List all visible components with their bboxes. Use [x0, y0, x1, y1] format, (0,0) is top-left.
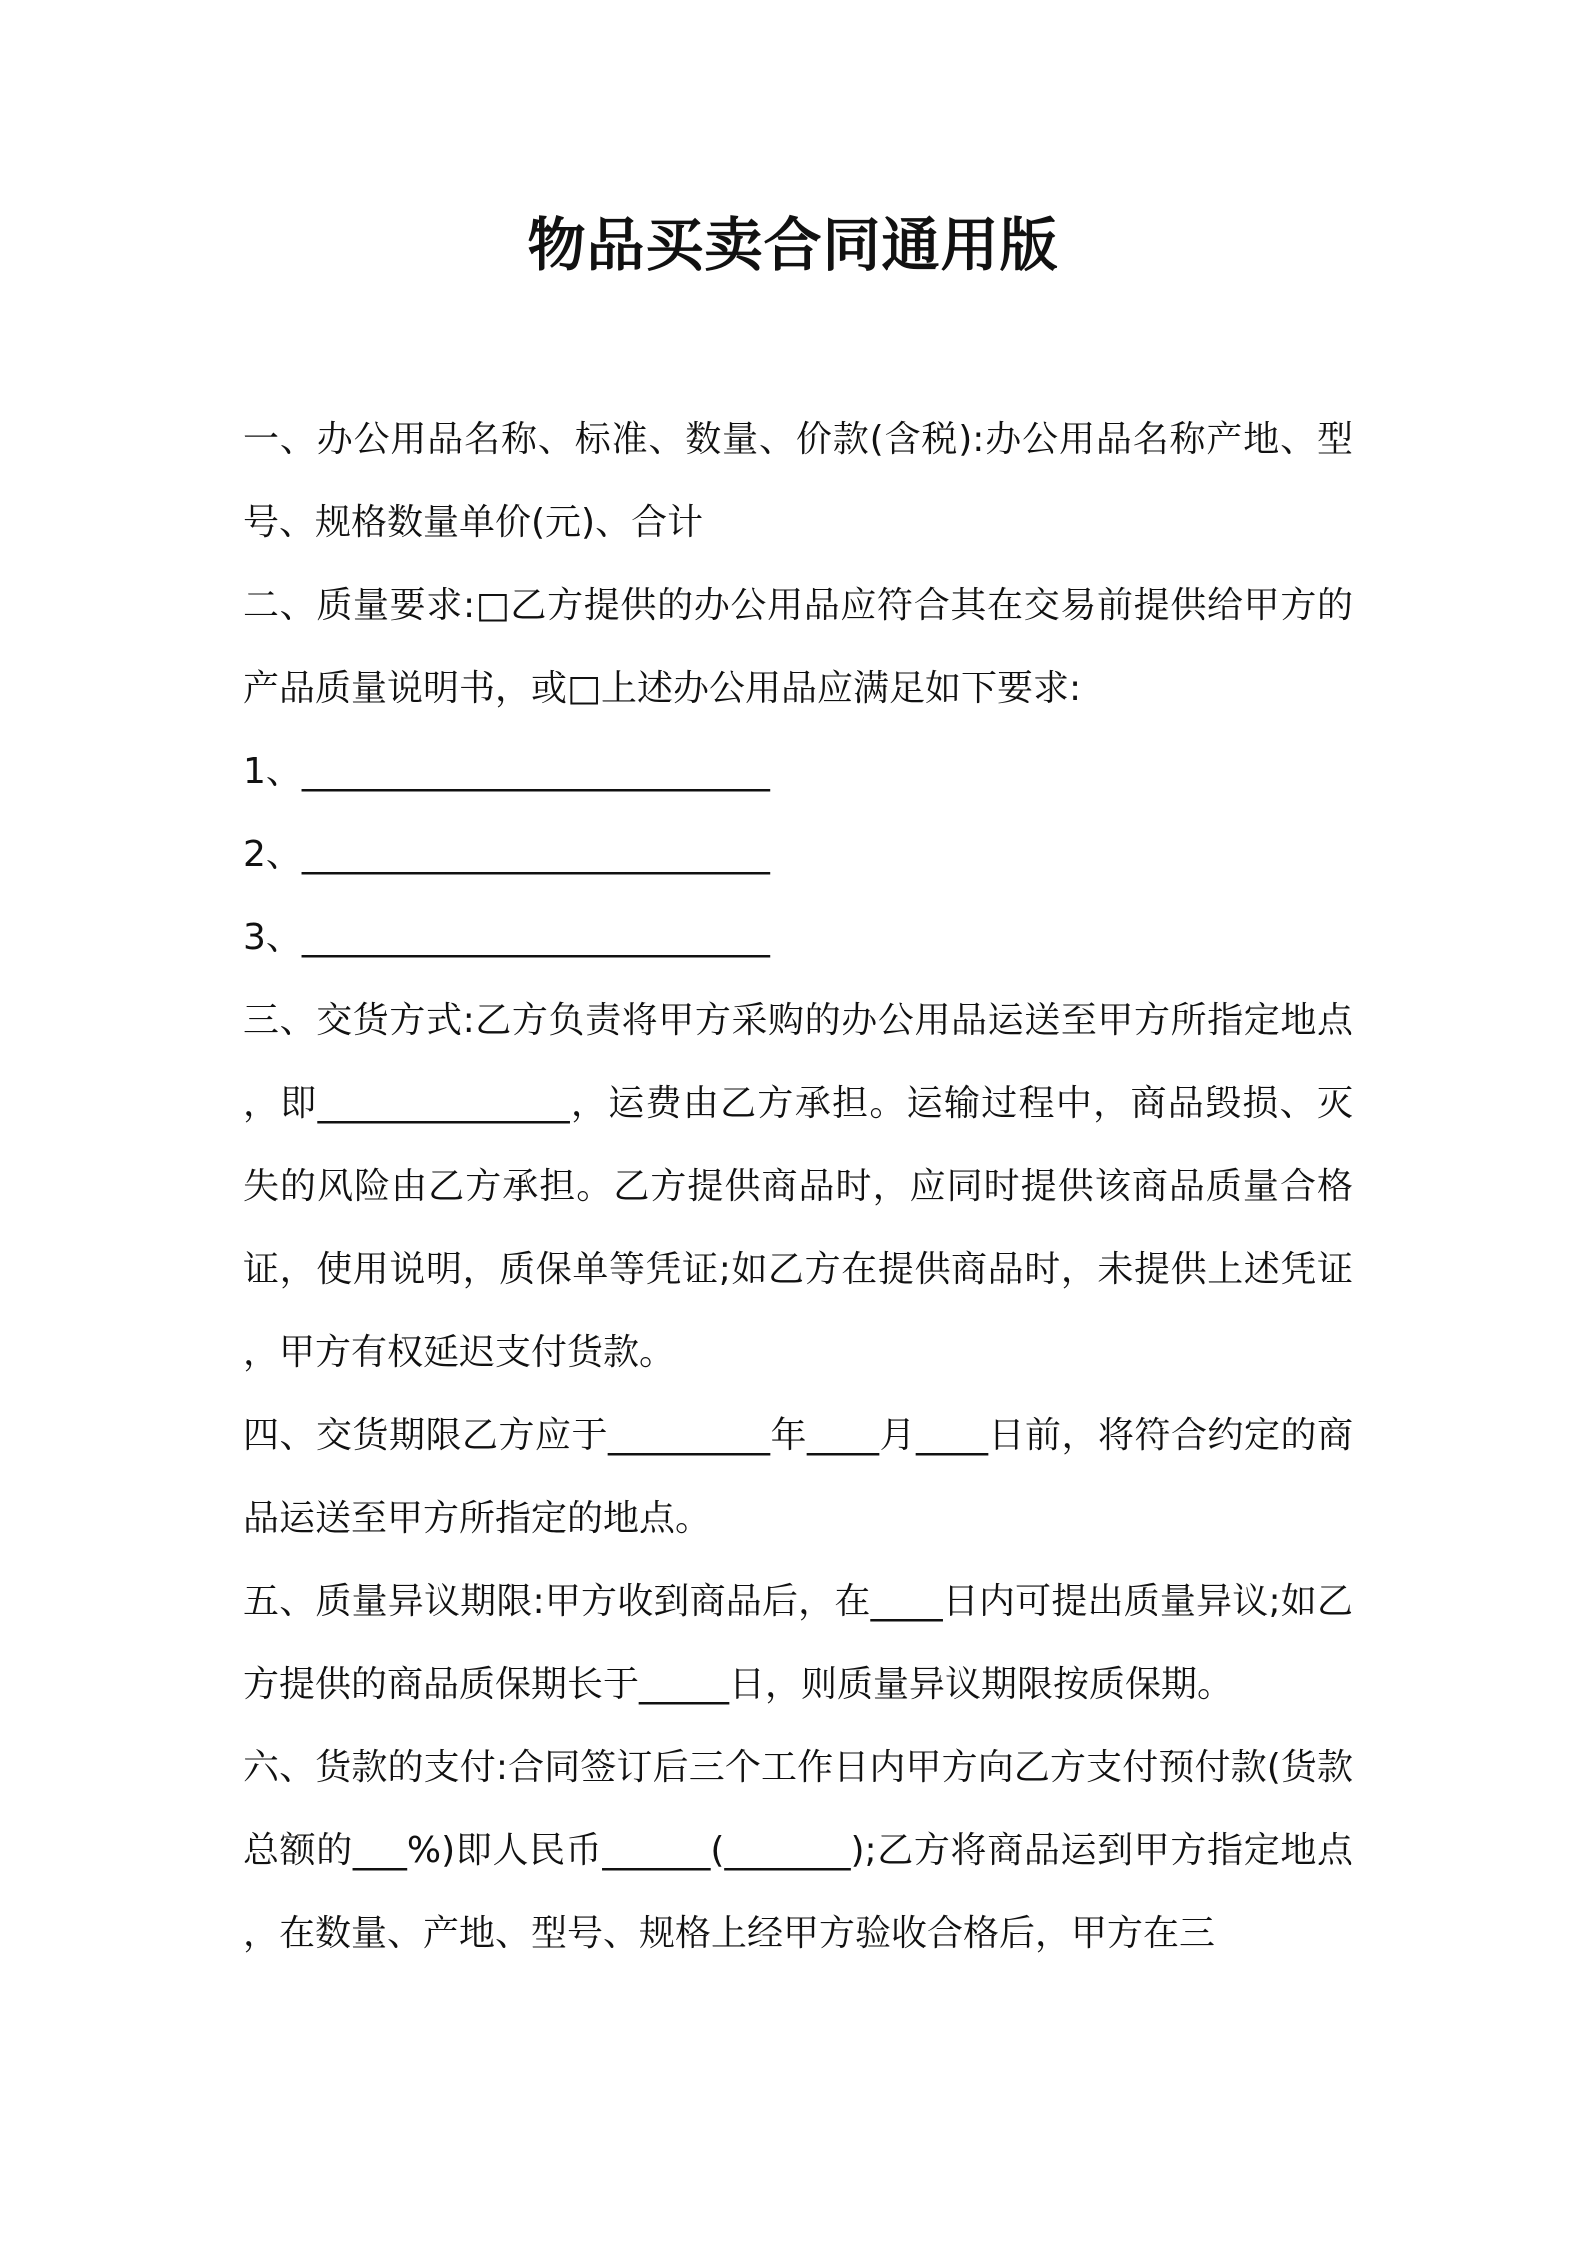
document-title: 物品买卖合同通用版	[527, 211, 1059, 279]
clause-3-delivery-method: 三、交货方式:乙方负责将甲方采购的办公用品运送至甲方所指定地点，即______________，运费由乙方承担。运输过程中，商品毁损、灭失的风险由乙方承担。乙方提供商品时，应同时提供该商品质量合格证，使用说明，质保单等凭证;如乙方在提供商品时，未提供上述凭证，甲方有权延迟支付货款。	[243, 1000, 1353, 1373]
clause-6-payment: 六、货款的支付:合同签订后三个工作日内甲方向乙方支付预付款(货款总额的___%)即人民币______(_______);乙方将商品运到甲方指定地点，在数量、产地、型号、规格上经甲方验收合格后，甲方在三	[243, 1747, 1353, 1954]
clause-4-delivery-deadline: 四、交货期限乙方应于_________年____月____日前，将符合约定的商品运送至甲方所指定的地点。	[243, 1415, 1353, 1539]
requirement-line-2: 2、__________________________	[243, 834, 770, 875]
requirement-line-3: 3、__________________________	[243, 917, 770, 958]
requirement-line-1: 1、__________________________	[243, 751, 770, 792]
clause-5-quality-objection-period: 五、质量异议期限:甲方收到商品后，在____日内可提出质量异议;如乙方提供的商品质保期长于_____日，则质量异议期限按质保期。	[243, 1581, 1353, 1705]
clause-1-item-spec: 一、办公用品名称、标准、数量、价款(含税):办公用品名称产地、型号、规格数量单价(元)、合计	[243, 419, 1353, 543]
document-body	[243, 398, 1353, 1975]
clause-2-quality-requirements: 二、质量要求:□乙方提供的办公用品应符合其在交易前提供给甲方的产品质量说明书，或□上述办公用品应满足如下要求:	[243, 585, 1353, 709]
